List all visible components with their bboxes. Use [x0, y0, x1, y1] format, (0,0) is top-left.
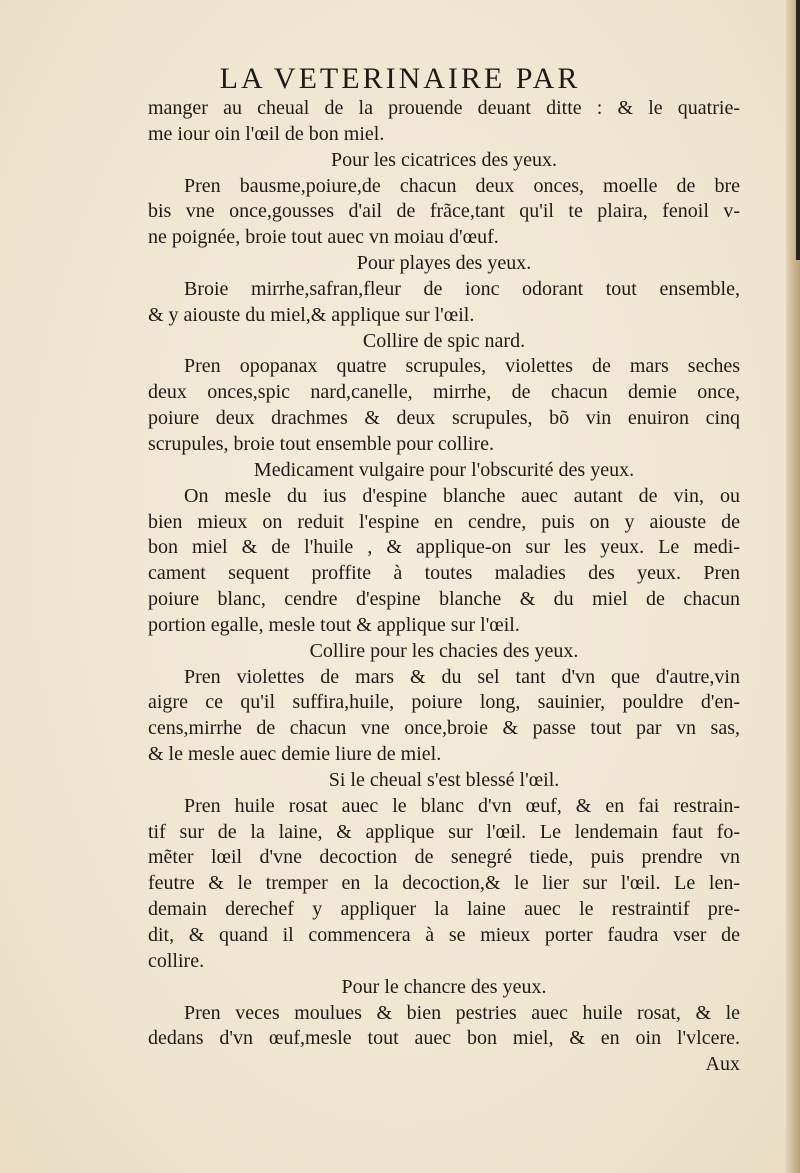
text-line: manger au cheual de la prouende deuant ditte : & le quatrie-: [148, 97, 740, 119]
text-line: deux onces,spic nard,canelle, mirrhe, de chacun demie once,: [148, 381, 740, 404]
text-line: cens,mirrhe de chacun vne once,broie & passe tout par vn sas,: [148, 717, 740, 740]
text-line: scrupules, broie tout ensemble pour collire.: [148, 432, 495, 455]
text-line: portion egalle, mesle tout & applique sur l'œil.: [148, 613, 520, 636]
text-line: Pren opopanax quatre scrupules, violettes de mars seches: [184, 355, 740, 378]
text-line: feutre & le tremper en la decoction,& le lier sur l'œil. Le len-: [148, 872, 740, 895]
text-line: bien mieux on reduit l'espine en cendre, puis on y aiouste de: [148, 510, 740, 533]
text-line: collire.: [148, 949, 205, 972]
catchword: Aux: [705, 1053, 740, 1076]
text-line: demain derechef y appliquer la laine auec le restraintif pre-: [148, 898, 740, 921]
text-line: dit, & quand il commencera à se mieux porter faudra vser de: [148, 924, 740, 946]
section-heading: Collire de spic nard.: [362, 329, 526, 352]
text-line: me iour oin l'œil de bon miel.: [148, 122, 385, 145]
binding-shadow: [796, 0, 800, 260]
text-line: Pren huile rosat auec le blanc d'vn œuf, & en fai restrain-: [184, 794, 740, 817]
page-title: LA VETERINAIRE PAR: [219, 62, 581, 95]
text-line: dedans d'vn œuf,mesle tout auec bon miel, & en oin l'vlcere.: [148, 1027, 740, 1050]
text-line: On mesle du ius d'espine blanche auec autant de vin, ou: [184, 484, 740, 507]
text-line: aigre ce qu'il suffira,huile, poiure long, sauinier, pouldre d'en-: [148, 691, 740, 714]
text-line: poiure deux drachmes & deux scrupules, bõ vin enuiron cinq: [148, 407, 740, 430]
section-heading: Collire pour les chacies des yeux.: [309, 639, 579, 662]
text-line: Pren violettes de mars & du sel tant d'vn que d'autre,vin: [184, 665, 740, 688]
text-line: Pren bausme,poiure,de chacun deux onces, moelle de bre: [184, 174, 740, 197]
section-heading: Pour le chancre des yeux.: [341, 975, 547, 998]
text-line: bis vne once,gousses d'ail de frãce,tant qu'il te plaira, fenoil v-: [148, 200, 740, 223]
text-line: cament sequent proffite à toutes maladies des yeux. Pren: [148, 562, 740, 585]
text-line: mẽter lœil d'vne decoction de senegré tiede, puis prendre vn: [148, 846, 740, 869]
section-heading: Si le cheual s'est blessé l'œil.: [328, 768, 560, 791]
text-line: Pren veces moulues & bien pestries auec huile rosat, & le: [184, 1001, 740, 1024]
text-line: ne poignée, broie tout auec vn moiau d'œuf.: [148, 226, 499, 249]
section-heading: Pour playes des yeux.: [356, 252, 532, 275]
text-line: & y aiouste du miel,& applique sur l'œil.: [148, 303, 475, 326]
text-line: tif sur de la laine, & applique sur l'œil. Le lendemain faut fo-: [148, 820, 740, 843]
text-line: Broie mirrhe,safran,fleur de ionc odorant tout ensemble,: [184, 277, 740, 300]
text-line: poiure blanc, cendre d'espine blanche & du miel de chacun: [148, 588, 740, 611]
section-heading: Pour les cicatrices des yeux.: [330, 148, 558, 171]
text-line: & le mesle auec demie liure de miel.: [148, 743, 442, 766]
section-heading: Medicament vulgaire pour l'obscurité des yeux.: [253, 458, 635, 481]
body-text: [148, 96, 740, 1078]
text-line: bon miel & de l'huile , & applique-on sur les yeux. Le medi-: [148, 536, 740, 559]
